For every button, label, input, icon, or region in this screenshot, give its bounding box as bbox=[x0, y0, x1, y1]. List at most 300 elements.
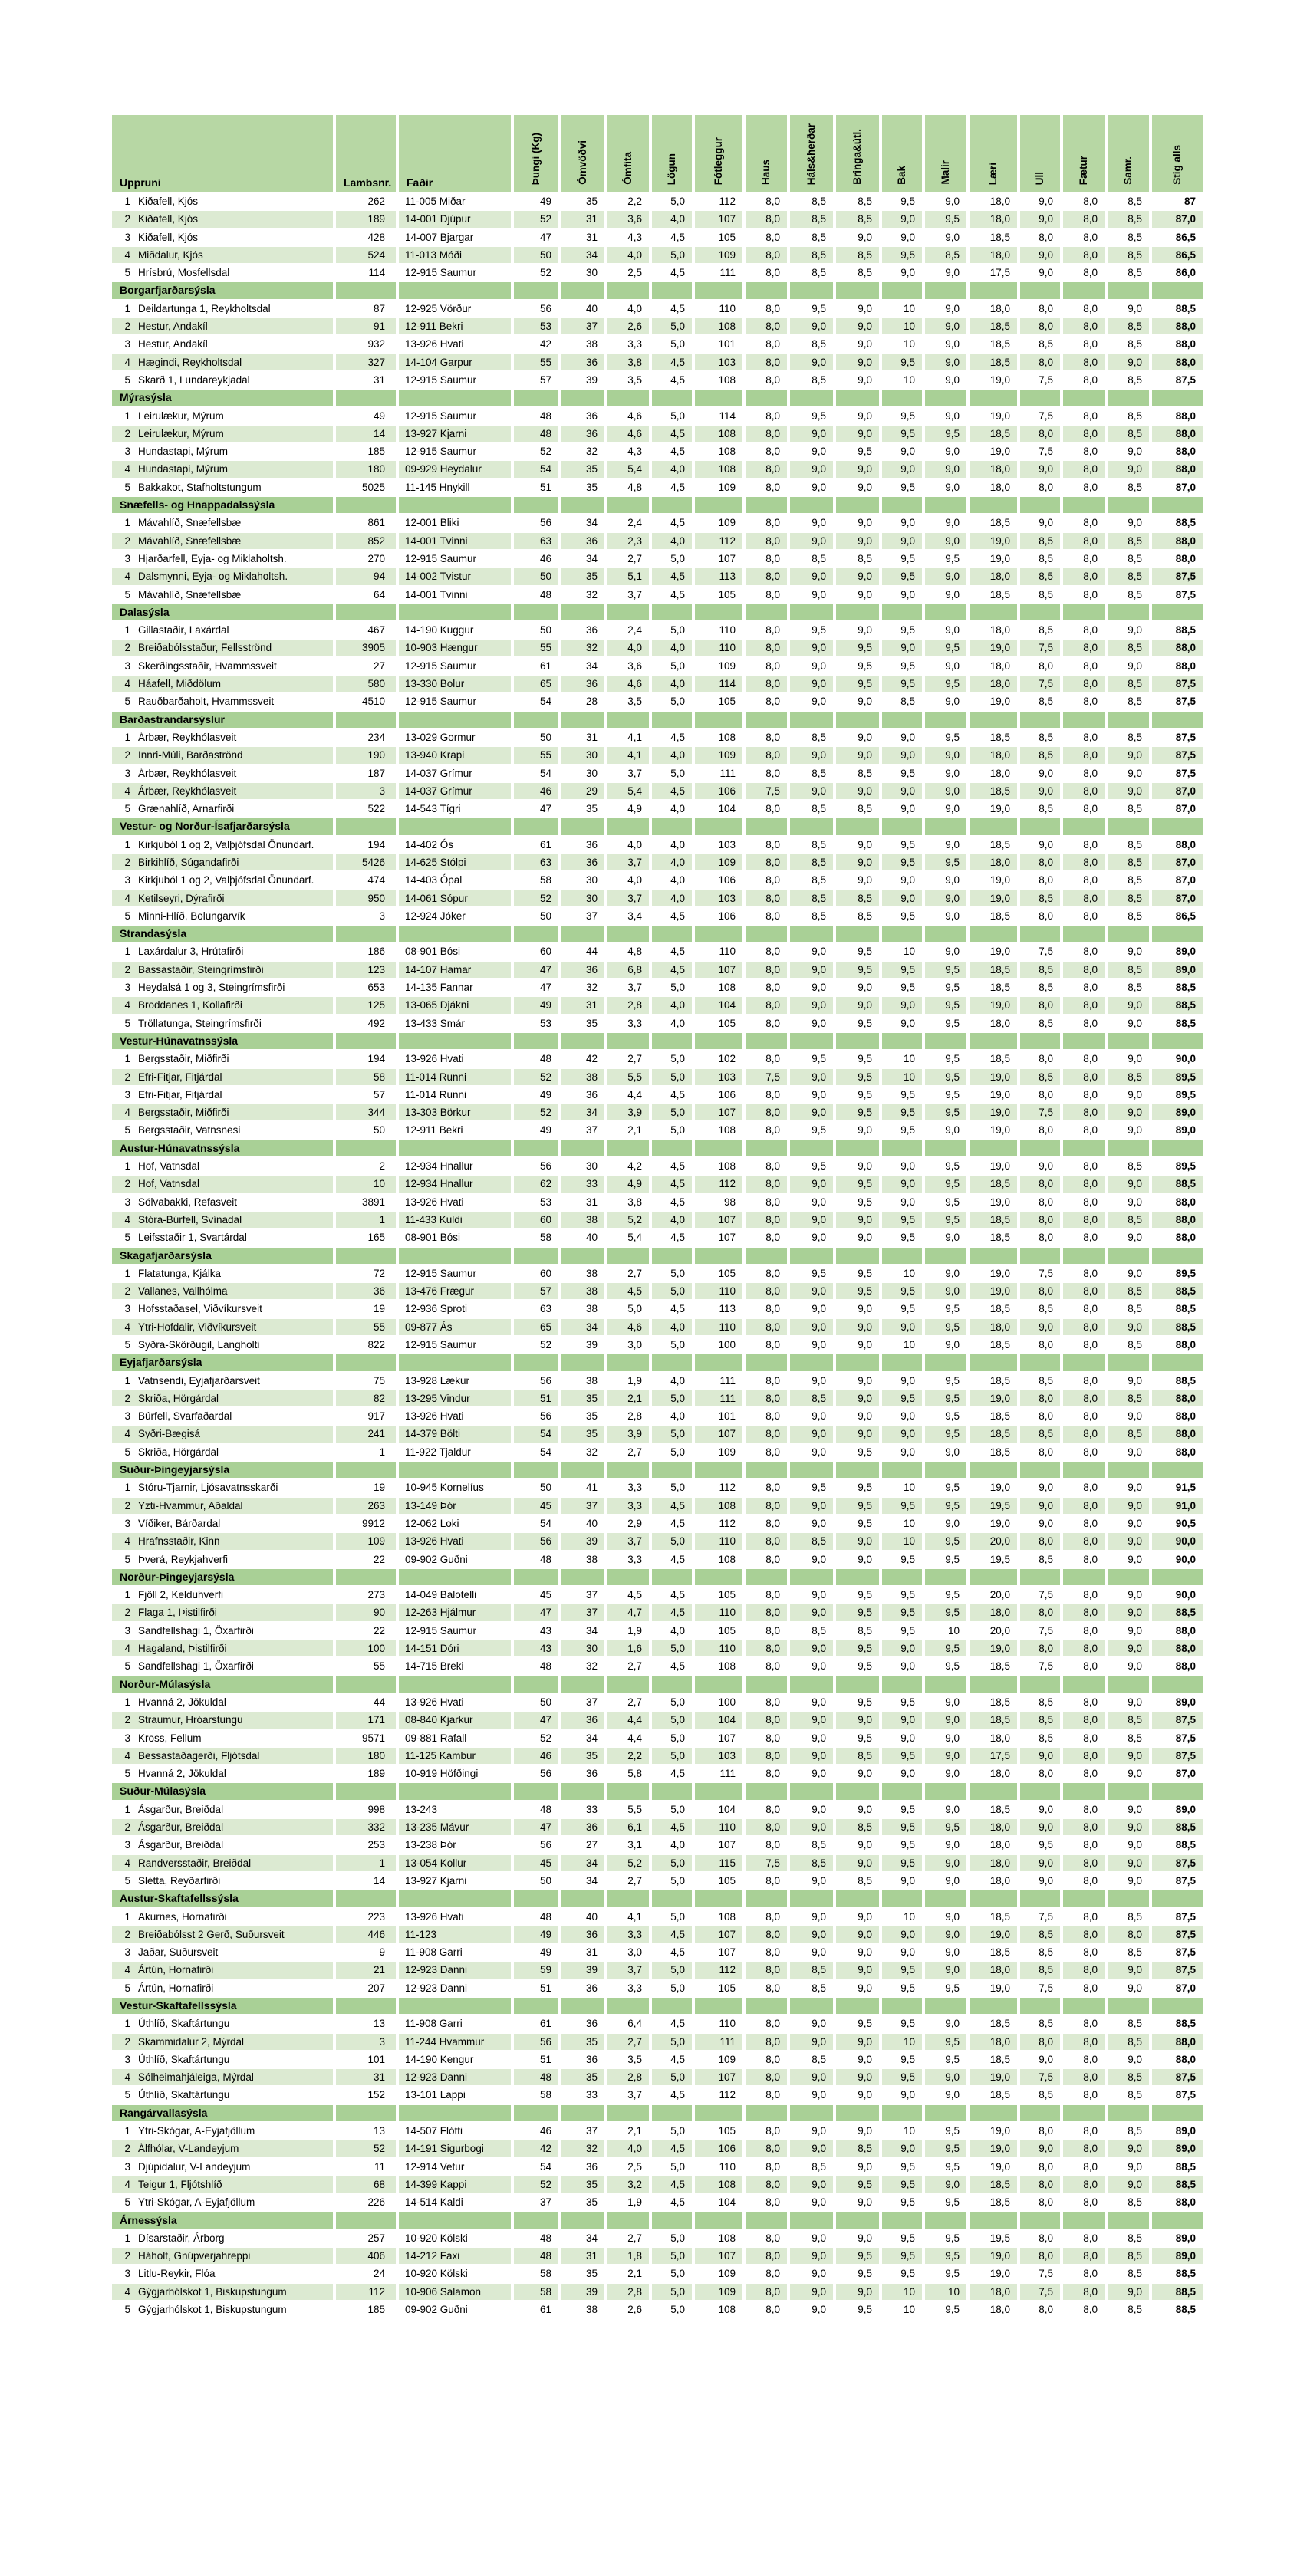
section-filler bbox=[882, 390, 922, 406]
cell-11: 8,5 bbox=[836, 1748, 879, 1764]
cell-16: 8,0 bbox=[1063, 193, 1105, 209]
origin-name: Rauðbarðaholt, Hvammssveit bbox=[138, 696, 275, 708]
cell-17: 9,0 bbox=[1108, 1444, 1149, 1460]
section-filler bbox=[695, 390, 742, 406]
cell-10: 9,0 bbox=[790, 426, 833, 442]
cell-3: 13-927 Kjarni bbox=[399, 426, 511, 442]
section-filler bbox=[746, 390, 787, 406]
cell-18: 87,5 bbox=[1152, 676, 1203, 692]
cell-17: 8,5 bbox=[1108, 676, 1149, 692]
col-header-7: Lögun bbox=[652, 115, 692, 192]
section-filler bbox=[970, 2105, 1017, 2121]
cell-6: 3,7 bbox=[607, 1533, 649, 1549]
section-filler bbox=[1020, 604, 1060, 620]
section-filler bbox=[607, 1783, 649, 1799]
cell-15: 8,0 bbox=[1020, 658, 1060, 674]
cell-6: 2,1 bbox=[607, 1390, 649, 1406]
cell-13: 9,0 bbox=[925, 229, 966, 245]
cell-10: 9,0 bbox=[790, 1498, 833, 1514]
cell-1 bbox=[112, 2087, 333, 2103]
cell-7: 4,5 bbox=[652, 729, 692, 745]
section-filler bbox=[561, 1462, 604, 1478]
cell-14: 18,5 bbox=[970, 229, 1017, 245]
section-filler bbox=[970, 1569, 1017, 1585]
cell-13: 9,0 bbox=[925, 318, 966, 334]
cell-10: 9,0 bbox=[790, 2176, 833, 2193]
section-filler bbox=[746, 1462, 787, 1478]
cell-8: 110 bbox=[695, 943, 742, 959]
cell-5: 38 bbox=[561, 336, 604, 352]
cell-1 bbox=[112, 229, 333, 245]
cell-10: 8,5 bbox=[790, 1855, 833, 1871]
section-filler bbox=[336, 1462, 396, 1478]
cell-3: 12-923 Danni bbox=[399, 1962, 511, 1978]
cell-2: 428 bbox=[336, 229, 396, 245]
section-filler bbox=[836, 1569, 879, 1585]
cell-6: 2,1 bbox=[607, 2265, 649, 2282]
origin-name: Víðiker, Bárðardal bbox=[138, 1517, 221, 1529]
cell-4: 46 bbox=[514, 551, 558, 567]
cell-3: 12-263 Hjálmur bbox=[399, 1604, 511, 1620]
section-filler bbox=[882, 1462, 922, 1478]
cell-15: 9,0 bbox=[1020, 1819, 1060, 1835]
cell-18: 87,0 bbox=[1152, 1765, 1203, 1781]
cell-1 bbox=[112, 408, 333, 424]
cell-7: 4,0 bbox=[652, 1373, 692, 1389]
table-row bbox=[112, 533, 1203, 549]
section-filler bbox=[790, 1783, 833, 1799]
cell-1 bbox=[112, 211, 333, 227]
cell-15: 7,5 bbox=[1020, 372, 1060, 388]
section-filler bbox=[336, 1998, 396, 2014]
cell-11: 9,0 bbox=[836, 1855, 879, 1871]
section-filler bbox=[1108, 2105, 1149, 2121]
cell-2: 226 bbox=[336, 2194, 396, 2210]
cell-17: 9,0 bbox=[1108, 1765, 1149, 1781]
section-filler bbox=[1108, 1140, 1149, 1156]
section-row bbox=[112, 1462, 1203, 1478]
cell-18: 88,0 bbox=[1152, 2051, 1203, 2068]
section-filler bbox=[695, 1998, 742, 2014]
cell-7: 5,0 bbox=[652, 1980, 692, 1996]
cell-12: 9,0 bbox=[882, 443, 922, 459]
cell-16: 8,0 bbox=[1063, 765, 1105, 781]
cell-12: 10 bbox=[882, 318, 922, 334]
cell-3: 14-001 Djúpur bbox=[399, 211, 511, 227]
origin-name: Skarð 1, Lundareykjadal bbox=[138, 373, 250, 386]
section-filler bbox=[925, 1462, 966, 1478]
cell-1 bbox=[112, 1533, 333, 1549]
cell-12: 9,5 bbox=[882, 979, 922, 995]
cell-16: 8,0 bbox=[1063, 1283, 1105, 1299]
rank-number: 1 bbox=[124, 1589, 130, 1601]
cell-13: 9,0 bbox=[925, 801, 966, 817]
cell-17: 8,0 bbox=[1108, 1926, 1149, 1943]
cell-11: 9,0 bbox=[836, 1158, 879, 1174]
cell-13: 9,5 bbox=[925, 1980, 966, 1996]
cell-7: 5,0 bbox=[652, 551, 692, 567]
cell-7: 5,0 bbox=[652, 1533, 692, 1549]
section-filler bbox=[1063, 1140, 1105, 1156]
cell-4: 52 bbox=[514, 1069, 558, 1085]
cell-4: 56 bbox=[514, 1408, 558, 1424]
cell-3: 14-379 Bölti bbox=[399, 1426, 511, 1442]
cell-18: 87,5 bbox=[1152, 1873, 1203, 1889]
cell-8: 111 bbox=[695, 1390, 742, 1406]
cell-9: 8,0 bbox=[746, 1087, 787, 1103]
cell-6: 6,8 bbox=[607, 962, 649, 978]
cell-12: 9,5 bbox=[882, 1283, 922, 1299]
cell-10: 9,0 bbox=[790, 354, 833, 370]
cell-17: 8,5 bbox=[1108, 1712, 1149, 1728]
cell-16: 8,0 bbox=[1063, 2194, 1105, 2210]
section-filler bbox=[1152, 1033, 1203, 1049]
section-filler bbox=[790, 818, 833, 834]
cell-7: 4,5 bbox=[652, 1604, 692, 1620]
origin-name: Sandfellshagi 1, Öxarfirði bbox=[138, 1624, 254, 1637]
rank-number: 4 bbox=[124, 1964, 130, 1976]
cell-6: 1,6 bbox=[607, 1640, 649, 1656]
cell-15: 9,0 bbox=[1020, 1158, 1060, 1174]
section-filler bbox=[652, 2105, 692, 2121]
cell-12: 9,0 bbox=[882, 461, 922, 477]
origin-name: Syðri-Bægisá bbox=[138, 1428, 201, 1440]
cell-13: 9,0 bbox=[925, 1748, 966, 1764]
section-filler bbox=[561, 1676, 604, 1693]
cell-18: 91,5 bbox=[1152, 1479, 1203, 1495]
cell-6: 2,2 bbox=[607, 193, 649, 209]
cell-1 bbox=[112, 2123, 333, 2139]
cell-7: 4,0 bbox=[652, 1015, 692, 1031]
cell-3: 14-037 Grímur bbox=[399, 783, 511, 799]
cell-12: 9,5 bbox=[882, 1801, 922, 1818]
cell-10: 8,5 bbox=[790, 1623, 833, 1639]
cell-8: 107 bbox=[695, 551, 742, 567]
cell-1 bbox=[112, 426, 333, 442]
cell-1 bbox=[112, 1658, 333, 1674]
cell-3: 14-403 Ópal bbox=[399, 872, 511, 888]
section-filler bbox=[514, 1033, 558, 1049]
cell-1 bbox=[112, 1390, 333, 1406]
cell-6: 3,9 bbox=[607, 1104, 649, 1120]
cell-12: 9,0 bbox=[882, 1444, 922, 1460]
cell-5: 36 bbox=[561, 354, 604, 370]
cell-16: 8,0 bbox=[1063, 408, 1105, 424]
cell-2: 194 bbox=[336, 1051, 396, 1067]
cell-13: 9,5 bbox=[925, 2140, 966, 2157]
cell-15: 9,5 bbox=[1020, 1837, 1060, 1853]
cell-1 bbox=[112, 1604, 333, 1620]
cell-18: 87,5 bbox=[1152, 765, 1203, 781]
cell-16: 8,0 bbox=[1063, 1533, 1105, 1549]
cell-3: 14-190 Kuggur bbox=[399, 622, 511, 638]
rank-number: 2 bbox=[124, 1071, 130, 1083]
cell-11: 9,5 bbox=[836, 2176, 879, 2193]
table-row bbox=[112, 1337, 1203, 1353]
cell-12: 9,0 bbox=[882, 997, 922, 1013]
cell-11: 9,5 bbox=[836, 658, 879, 674]
cell-11: 9,5 bbox=[836, 1194, 879, 1210]
cell-3: 14-625 Stólpi bbox=[399, 854, 511, 870]
section-filler bbox=[836, 1890, 879, 1907]
cell-14: 18,5 bbox=[970, 729, 1017, 745]
cell-16: 8,0 bbox=[1063, 693, 1105, 709]
cell-4: 52 bbox=[514, 1337, 558, 1353]
cell-15: 9,0 bbox=[1020, 211, 1060, 227]
section-filler bbox=[607, 1569, 649, 1585]
cell-6: 3,5 bbox=[607, 693, 649, 709]
cell-17: 8,5 bbox=[1108, 1337, 1149, 1353]
cell-18: 89,0 bbox=[1152, 2123, 1203, 2139]
cell-7: 4,5 bbox=[652, 354, 692, 370]
cell-13: 9,0 bbox=[925, 747, 966, 763]
cell-14: 19,0 bbox=[970, 693, 1017, 709]
rank-number: 1 bbox=[124, 1374, 130, 1387]
section-filler bbox=[1020, 1569, 1060, 1585]
cell-8: 109 bbox=[695, 479, 742, 495]
cell-12: 9,5 bbox=[882, 1694, 922, 1710]
section-filler bbox=[1020, 2212, 1060, 2229]
cell-1 bbox=[112, 962, 333, 978]
cell-2: 950 bbox=[336, 890, 396, 906]
cell-5: 32 bbox=[561, 587, 604, 603]
cell-7: 5,0 bbox=[652, 1390, 692, 1406]
cell-4: 61 bbox=[514, 2301, 558, 2318]
cell-8: 105 bbox=[695, 2123, 742, 2139]
cell-18: 88,0 bbox=[1152, 318, 1203, 334]
cell-1 bbox=[112, 1837, 333, 1853]
cell-9: 8,0 bbox=[746, 1873, 787, 1889]
section-filler bbox=[746, 2212, 787, 2229]
cell-4: 57 bbox=[514, 372, 558, 388]
cell-12: 9,5 bbox=[882, 247, 922, 263]
cell-4: 58 bbox=[514, 872, 558, 888]
rank-number: 2 bbox=[124, 535, 130, 547]
section-filler bbox=[695, 818, 742, 834]
cell-9: 8,0 bbox=[746, 2194, 787, 2210]
cell-16: 8,0 bbox=[1063, 551, 1105, 567]
cell-17: 8,5 bbox=[1108, 479, 1149, 495]
cell-17: 9,0 bbox=[1108, 1980, 1149, 1996]
cell-8: 110 bbox=[695, 2015, 742, 2032]
cell-9: 8,0 bbox=[746, 872, 787, 888]
cell-9: 8,0 bbox=[746, 2140, 787, 2157]
cell-1 bbox=[112, 372, 333, 388]
cell-10: 9,0 bbox=[790, 1015, 833, 1031]
table-row bbox=[112, 443, 1203, 459]
cell-11: 9,0 bbox=[836, 2194, 879, 2210]
cell-2: 187 bbox=[336, 765, 396, 781]
cell-16: 8,0 bbox=[1063, 1748, 1105, 1764]
cell-8: 108 bbox=[695, 2176, 742, 2193]
cell-3: 14-190 Kengur bbox=[399, 2051, 511, 2068]
cell-17: 8,5 bbox=[1108, 1390, 1149, 1406]
cell-18: 89,0 bbox=[1152, 962, 1203, 978]
rank-number: 4 bbox=[124, 1857, 130, 1869]
cell-13: 9,5 bbox=[925, 2051, 966, 2068]
cell-5: 34 bbox=[561, 2230, 604, 2246]
section-filler bbox=[399, 604, 511, 620]
section-filler bbox=[652, 1676, 692, 1693]
cell-5: 30 bbox=[561, 890, 604, 906]
cell-14: 20,0 bbox=[970, 1587, 1017, 1603]
cell-7: 5,0 bbox=[652, 1694, 692, 1710]
cell-12: 9,0 bbox=[882, 1176, 922, 1192]
cell-11: 9,0 bbox=[836, 997, 879, 1013]
cell-12: 10 bbox=[882, 1479, 922, 1495]
section-filler bbox=[561, 926, 604, 942]
cell-2: 406 bbox=[336, 2248, 396, 2264]
cell-11: 9,0 bbox=[836, 1712, 879, 1728]
cell-18: 90,5 bbox=[1152, 1515, 1203, 1531]
cell-1 bbox=[112, 443, 333, 459]
origin-name: Hrísbrú, Mosfellsdal bbox=[138, 267, 230, 279]
section-filler bbox=[1063, 282, 1105, 298]
cell-4: 47 bbox=[514, 979, 558, 995]
cell-3: 11-908 Garri bbox=[399, 2015, 511, 2032]
cell-8: 115 bbox=[695, 1855, 742, 1871]
section-filler bbox=[836, 1998, 879, 2014]
cell-17: 9,0 bbox=[1108, 1837, 1149, 1853]
cell-10: 9,0 bbox=[790, 1909, 833, 1925]
cell-6: 3,2 bbox=[607, 2176, 649, 2193]
cell-9: 8,0 bbox=[746, 2159, 787, 2175]
cell-5: 31 bbox=[561, 211, 604, 227]
section-row bbox=[112, 282, 1203, 298]
cell-16: 8,0 bbox=[1063, 997, 1105, 1013]
cell-7: 5,0 bbox=[652, 2265, 692, 2282]
cell-3: 13-926 Hvati bbox=[399, 1194, 511, 1210]
cell-18: 87,5 bbox=[1152, 729, 1203, 745]
cell-6: 5,8 bbox=[607, 1765, 649, 1781]
cell-14: 19,0 bbox=[970, 1283, 1017, 1299]
cell-13: 9,5 bbox=[925, 1051, 966, 1067]
cell-18: 87,0 bbox=[1152, 1980, 1203, 1996]
cell-3: 14-037 Grímur bbox=[399, 765, 511, 781]
cell-4: 53 bbox=[514, 1194, 558, 1210]
section-filler bbox=[970, 1462, 1017, 1478]
cell-17: 9,0 bbox=[1108, 1194, 1149, 1210]
section-filler bbox=[399, 1140, 511, 1156]
cell-7: 4,5 bbox=[652, 1587, 692, 1603]
cell-11: 9,0 bbox=[836, 479, 879, 495]
cell-5: 32 bbox=[561, 640, 604, 656]
cell-4: 51 bbox=[514, 479, 558, 495]
cell-4: 56 bbox=[514, 1533, 558, 1549]
cell-1 bbox=[112, 2159, 333, 2175]
section-filler bbox=[561, 1248, 604, 1264]
table-row bbox=[112, 229, 1203, 245]
cell-15: 9,0 bbox=[1020, 1801, 1060, 1818]
cell-13: 9,5 bbox=[925, 1640, 966, 1656]
cell-8: 114 bbox=[695, 676, 742, 692]
cell-4: 52 bbox=[514, 2176, 558, 2193]
section-filler bbox=[1152, 2212, 1203, 2229]
section-filler bbox=[514, 1140, 558, 1156]
cell-6: 4,3 bbox=[607, 443, 649, 459]
cell-7: 5,0 bbox=[652, 1962, 692, 1978]
section-filler bbox=[652, 390, 692, 406]
cell-5: 37 bbox=[561, 1122, 604, 1138]
cell-4: 56 bbox=[514, 515, 558, 531]
section-filler bbox=[336, 1676, 396, 1693]
cell-8: 107 bbox=[695, 211, 742, 227]
cell-15: 8,0 bbox=[1020, 1283, 1060, 1299]
cell-18: 87,5 bbox=[1152, 747, 1203, 763]
cell-4: 47 bbox=[514, 229, 558, 245]
cell-17: 8,5 bbox=[1108, 1301, 1149, 1317]
cell-15: 7,5 bbox=[1020, 2284, 1060, 2300]
cell-18: 88,5 bbox=[1152, 2284, 1203, 2300]
cell-10: 9,0 bbox=[790, 568, 833, 584]
cell-4: 48 bbox=[514, 587, 558, 603]
section-filler bbox=[882, 2212, 922, 2229]
cell-1 bbox=[112, 551, 333, 567]
cell-2: 257 bbox=[336, 2230, 396, 2246]
rank-number: 5 bbox=[124, 1768, 130, 1780]
rank-number: 1 bbox=[124, 2018, 130, 2030]
cell-5: 35 bbox=[561, 461, 604, 477]
cell-17: 9,0 bbox=[1108, 943, 1149, 959]
cell-9: 8,0 bbox=[746, 1015, 787, 1031]
cell-14: 19,0 bbox=[970, 2069, 1017, 2085]
rank-number: 2 bbox=[124, 321, 130, 333]
cell-18: 88,5 bbox=[1152, 1319, 1203, 1335]
section-filler bbox=[1063, 1569, 1105, 1585]
cell-13: 9,5 bbox=[925, 676, 966, 692]
cell-5: 35 bbox=[561, 2034, 604, 2050]
table-row bbox=[112, 1694, 1203, 1710]
cell-2: 253 bbox=[336, 1837, 396, 1853]
rank-number: 4 bbox=[124, 1749, 130, 1762]
cell-1 bbox=[112, 1229, 333, 1245]
cell-12: 9,0 bbox=[882, 747, 922, 763]
cell-14: 18,5 bbox=[970, 979, 1017, 995]
cell-6: 5,4 bbox=[607, 1229, 649, 1245]
cell-12: 9,0 bbox=[882, 1408, 922, 1424]
cell-18: 88,0 bbox=[1152, 1390, 1203, 1406]
cell-9: 8,0 bbox=[746, 1515, 787, 1531]
section-filler bbox=[1152, 1998, 1203, 2014]
origin-name: Breiðabólsstaður, Fellsströnd bbox=[138, 642, 272, 654]
cell-5: 35 bbox=[561, 1015, 604, 1031]
cell-2: 344 bbox=[336, 1104, 396, 1120]
cell-5: 34 bbox=[561, 247, 604, 263]
rank-number: 3 bbox=[124, 2160, 130, 2173]
cell-8: 109 bbox=[695, 658, 742, 674]
cell-8: 105 bbox=[695, 587, 742, 603]
cell-14: 19,0 bbox=[970, 533, 1017, 549]
cell-2: 332 bbox=[336, 1819, 396, 1835]
cell-15: 8,5 bbox=[1020, 693, 1060, 709]
origin-name: Broddanes 1, Kollafirði bbox=[138, 999, 242, 1012]
cell-3: 10-906 Salamon bbox=[399, 2284, 511, 2300]
cell-10: 9,0 bbox=[790, 515, 833, 531]
cell-8: 110 bbox=[695, 1283, 742, 1299]
cell-18: 87,5 bbox=[1152, 1944, 1203, 1960]
cell-10: 9,0 bbox=[790, 443, 833, 459]
cell-11: 9,5 bbox=[836, 1265, 879, 1281]
col-header-12: Bak bbox=[882, 115, 922, 192]
cell-16: 8,0 bbox=[1063, 962, 1105, 978]
cell-11: 9,0 bbox=[836, 1801, 879, 1818]
section-filler bbox=[336, 497, 396, 513]
cell-16: 8,0 bbox=[1063, 1587, 1105, 1603]
table-row bbox=[112, 1390, 1203, 1406]
cell-5: 38 bbox=[561, 1069, 604, 1085]
table-row bbox=[112, 551, 1203, 567]
cell-15: 8,0 bbox=[1020, 2230, 1060, 2246]
